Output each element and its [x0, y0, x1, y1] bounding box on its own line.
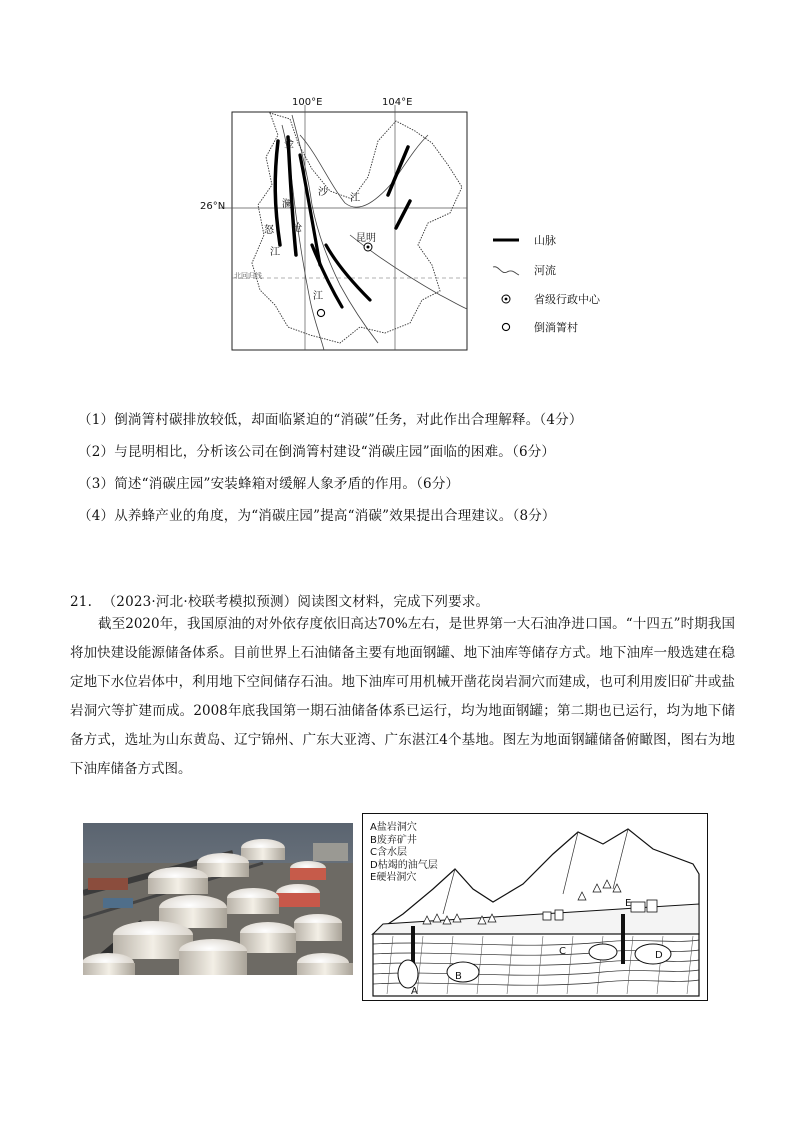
diagram-legend-item: E硬岩洞穴 — [370, 872, 417, 883]
legend-label: 倒淌箐村 — [534, 321, 578, 334]
river-char-jiang2: 江 — [270, 247, 280, 258]
city-label-kunming: 昆明 — [356, 233, 376, 244]
river-char-jiang1: 江 — [350, 193, 360, 204]
map-svg — [200, 95, 490, 360]
diagram-marker-c: C — [559, 946, 566, 957]
legend-label: 山脉 — [534, 234, 556, 247]
mountain-line-icon — [492, 233, 520, 247]
village-circle-icon — [492, 320, 520, 334]
river-char-cang: 沧 — [292, 223, 302, 234]
q21-number: 21. — [70, 594, 93, 610]
lat-label-26: 26°N — [200, 201, 226, 212]
legend-label: 省级行政中心 — [534, 293, 600, 306]
lon-label-104: 104°E — [382, 97, 413, 108]
diagram-marker-a: A — [411, 986, 418, 997]
q21-material — [70, 610, 735, 784]
diagram-marker-e: E — [625, 898, 632, 909]
yunnan-map — [200, 95, 490, 360]
lon-label-100: 100°E — [292, 97, 323, 108]
question-1: （1）倒淌箐村碳排放较低，却面临紧迫的“消碳”任务，对此作出合理解释。（4分） — [78, 412, 583, 428]
river-char-jiang3: 江 — [313, 291, 323, 302]
diagram-marker-d: D — [655, 950, 663, 961]
diagram-legend-item: C含水层 — [370, 847, 407, 858]
question-3: （3）简述“消碳庄园”安装蜂箱对缓解人象矛盾的作用。（6分） — [78, 476, 460, 492]
tropic-label: 北回归线 — [234, 272, 262, 280]
diagram-legend — [370, 822, 438, 885]
legend-label: 河流 — [534, 264, 556, 277]
diagram-marker-b: B — [455, 971, 462, 982]
q21-source: （2023·河北·校联考模拟预测）阅读图文材料，完成下列要求。 — [102, 594, 490, 610]
river-char-jin: 金 — [284, 139, 294, 150]
river-char-nu: 怒 — [264, 225, 274, 236]
diagram-legend-item: D枯竭的油气层 — [370, 859, 438, 871]
legend-item-village — [492, 319, 578, 335]
q21-paragraph: 截至2020年，我国原油的对外依存度依旧高达70%左右，是世界第一大石油净进口国。“十四五”时期我国将加快建设能源储备体系。目前世界上石油储备主要有地面钢罐、地下油库等储存方式。地下油库一般选建在稳定地下水位岩体中，利用地下空间储存石油。地下油库可用机械开凿花岗岩洞穴而建成，也可利用废旧矿井或盐岩洞穴等扩建而成。2008年底我国第一期石油储备体系已运行，均为地面钢罐；第二期也已运行，均为地下储备方式，选址为山东黄岛、辽宁锦州、广东大亚湾、广东湛江4个基地。图左为地面钢罐储备俯瞰图，图右为地下油库储备方式图。 — [70, 616, 735, 777]
river-char-sha: 沙 — [318, 187, 328, 198]
question-4: （4）从养蜂产业的角度，为“消碳庄园”提高“消碳”效果提出合理建议。（8分） — [78, 508, 556, 524]
river-icon — [492, 263, 520, 277]
diagram-legend-item: A盐岩洞穴 — [370, 822, 417, 833]
legend-item-mountain — [492, 232, 556, 248]
q21-heading — [70, 590, 489, 610]
legend-item-capital — [492, 291, 600, 307]
diagram-legend-item: B废弃矿井 — [370, 834, 417, 846]
provincial-center-icon — [492, 292, 520, 306]
oil-tank-photo — [83, 823, 353, 975]
river-char-lan: 澜 — [282, 199, 292, 210]
question-2: （2）与昆明相比，分析该公司在倒淌箐村建设“消碳庄园”面临的困难。（6分） — [78, 444, 556, 460]
legend-item-river — [492, 262, 556, 278]
